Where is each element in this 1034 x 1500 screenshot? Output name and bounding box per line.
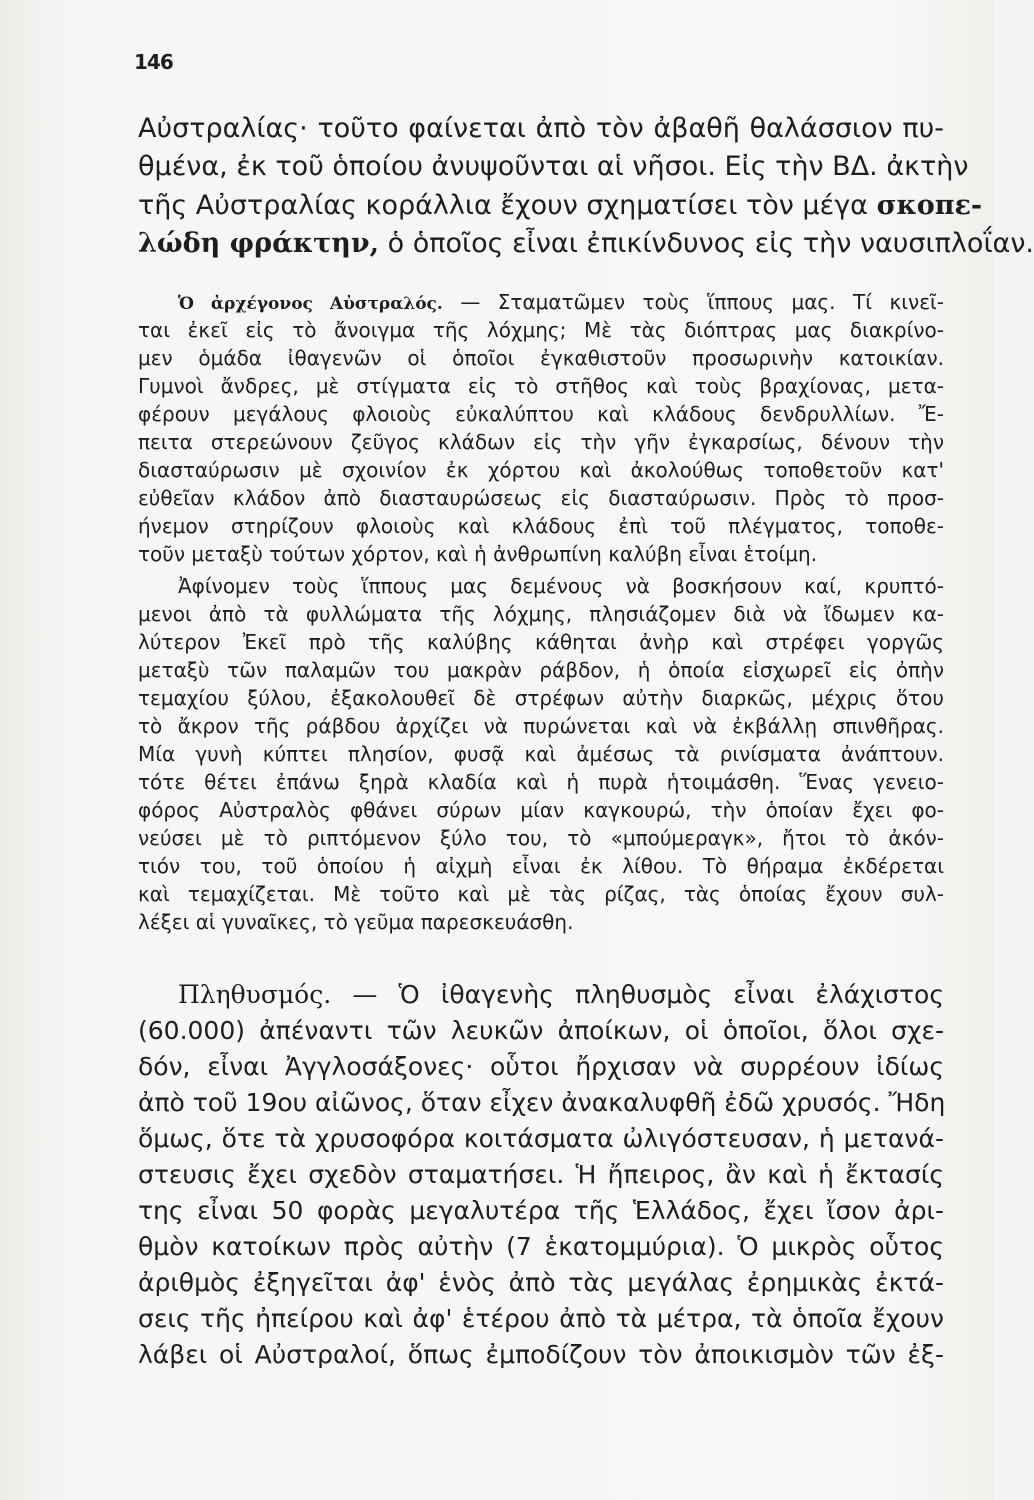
text-line: τότε θέτει ἐπάνω ξηρὰ κλαδία καὶ ἡ πυρὰ ἡτοιμάσθη. Ἕνας γενειο- xyxy=(138,770,944,794)
bold-term: σκοπε- xyxy=(876,190,983,221)
text-line: τὸ ἄκρον τῆς ράβδου ἀρχίζει νὰ πυρώνεται καὶ νὰ ἐκβάλλῃ σπινθῆρας. xyxy=(138,714,944,738)
text-line: λύτερον Ἐκεῖ πρὸ τῆς καλύβης κάθηται ἀνὴρ καὶ στρέφει γοργῶς xyxy=(138,630,944,654)
bold-term: λώδη φράκτην, xyxy=(138,228,380,259)
text-line: Γυμνοὶ ἄνδρες, μὲ στίγματα εἰς τὸ στῆθος καὶ τοὺς βραχίονας, μετα- xyxy=(138,374,944,398)
text-line: τεμαχίου ξύλου, ἐξακολουθεῖ δὲ στρέφων αὐτὴν διαρκῶς, μέχρις ὅτου xyxy=(138,686,944,710)
text-line: τιόν του, τοῦ ὁποίου ἡ αἰχμὴ εἶναι ἐκ λίθου. Τὸ θήραμα ἐκδέρεται xyxy=(138,854,944,878)
text-line: μεν ὁμάδα ἰθαγενῶν οἱ ὁποῖοι ἐγκαθιστοῦν προσωρινὴν κατοικίαν. xyxy=(138,346,944,370)
text-line: διασταύρωσιν μὲ σχοινίον ἐκ χόρτου καὶ ἀκολούθως τοποθετοῦν κατ' xyxy=(138,458,944,482)
text-line: θμὸν κατοίκων πρὸς αὐτὴν (7 ἑκατομμύρια). Ὁ μικρὸς οὗτος xyxy=(138,1232,944,1261)
text-line: ἀπὸ τοῦ 19ου αἰῶνος, ὅταν εἶχεν ἀνακαλυφθῆ ἐδῶ χρυσός. Ἤδη xyxy=(138,1088,946,1117)
text-line: μενοι ἀπὸ τὰ φυλλώματα τῆς λόχμης, πλησιάζομεν διὰ νὰ ἴδωμεν κα- xyxy=(138,602,944,626)
text-line xyxy=(138,190,983,221)
text-line: ται ἐκεῖ εἰς τὸ ἄνοιγμα τῆς λόχμης; Μὲ τὰς διόπτρας μας διακρίνο- xyxy=(138,318,944,342)
text-line: εὐθεῖαν κλάδον ἀπὸ διασταυρώσεως εἰς διασταύρωσιν. Πρὸς τὸ προσ- xyxy=(138,486,944,510)
text-line: μεταξὺ τῶν παλαμῶν του μακρὰν ράβδον, ἡ ὁποία εἰσχωρεῖ εἰς ὀπὴν xyxy=(138,658,944,682)
text-line: (60.000) ἀπέναντι τῶν λευκῶν ἀποίκων, οἱ ὁποῖοι, ὅλοι σχε- xyxy=(138,1016,944,1045)
text-line: Αὐστραλίας· τοῦτο φαίνεται ἀπὸ τὸν ἀβαθῆ θαλάσσιον πυ- xyxy=(138,113,944,144)
text-segment: ὁ ὁποῖος εἶναι ἐπικίνδυνος εἰς τὴν ναυσιπλοΐαν. xyxy=(387,228,1034,259)
text-line: φέρουν μεγάλους φλοιοὺς εὐκαλύπτου καὶ κλάδους δενδρυλλίων. Ἔ- xyxy=(138,402,944,426)
text-line: σεις τῆς ἠπείρου καὶ ἀφ' ἑτέρου ἀπὸ τὰ μέτρα, τὰ ὁποῖα ἔχουν xyxy=(138,1304,944,1333)
text-line: ἀριθμὸς ἐξηγεῖται ἀφ' ἑνὸς ἀπὸ τὰς μεγάλας ἐρημικὰς ἐκτά- xyxy=(138,1268,944,1297)
text-line: λάβει οἱ Αὐστραλοί, ὅπως ἐμποδίζουν τὸν ἀποικισμὸν τῶν ἐξ- xyxy=(138,1340,944,1369)
text-line: λέξει αἱ γυναῖκες, τὸ γεῦμα παρεσκευάσθη. xyxy=(138,910,574,934)
text-line: Ἀφίνομεν τοὺς ἵππους μας δεμένους νὰ βοσκήσουν καί, κρυπτό- xyxy=(178,574,944,598)
text-line: δόν, εἶναι Ἀγγλοσάξονες· οὗτοι ἤρχισαν νὰ συρρέουν ἰδίως xyxy=(138,1052,944,1081)
text-line: της εἶναι 50 φορὰς μεγαλυτέρα τῆς Ἑλλάδος, ἔχει ἴσον ἀρι- xyxy=(138,1196,944,1225)
text-line: τοῦν μεταξὺ τούτων χόρτον, καὶ ἡ ἀνθρωπίνη καλύβη εἶναι ἑτοίμη. xyxy=(138,542,818,566)
text-segment: — Σταματῶμεν τοὺς ἵππους μας. Τί κινεῖ- xyxy=(460,290,944,314)
text-line: στευσις ἔχει σχεδὸν σταματήσει. Ἡ ἤπειρος, ἂν καὶ ἡ ἔκτασίς xyxy=(138,1160,944,1189)
text-line xyxy=(138,228,1034,259)
text-line: πειτα στερεώνουν ζεῦγος κλάδων εἰς τὴν γῆν ἐγκαρσίως, δένουν τὴν xyxy=(138,430,944,454)
text-line xyxy=(138,290,944,314)
text-line: νεύσει μὲ τὸ ριπτόμενον ξύλο του, τὸ «μπούμεραγκ», ἤτοι τὸ ἀκόν- xyxy=(138,826,944,850)
text-line: καὶ τεμαχίζεται. Μὲ τοῦτο καὶ μὲ τὰς ρίζας, τὰς ὁποίας ἔχουν συλ- xyxy=(138,882,944,906)
text-line: ὅμως, ὅτε τὰ χρυσοφόρα κοιτάσματα ὠλιγόστευσαν, ἡ μετανά- xyxy=(138,1124,944,1153)
section-heading: Ὁ ἀρχέγονος Αὐστραλός. xyxy=(178,294,443,314)
text-segment: — Ὁ ἰθαγενὴς πληθυσμὸς εἶναι ἐλάχιστος xyxy=(352,980,945,1009)
text-segment: τῆς Αὐστραλίας κοράλλια ἔχουν σχηματίσει τὸν μέγα xyxy=(138,190,868,221)
text-line: φόρος Αὐστραλὸς φθάνει σύρων μίαν καγκουρώ, τὴν ὁποίαν ἔχει φο- xyxy=(138,798,944,822)
text-line: ήνεμον στηρίζουν φλοιοὺς καὶ κλάδους ἐπὶ τοῦ πλέγματος, τοποθε- xyxy=(138,514,944,538)
page-number: 146 xyxy=(134,50,173,74)
text-line: Μία γυνὴ κύπτει πλησίον, φυσᾷ καὶ ἀμέσως τὰ ρινίσματα ἀνάπτουν. xyxy=(138,742,944,766)
text-line xyxy=(138,980,944,1009)
text-line: θμένα, ἐκ τοῦ ὁποίου ἀνυψοῦνται αἱ νῆσοι. Εἰς τὴν ΒΔ. ἀκτὴν xyxy=(138,151,969,182)
section-heading: Πληθυσμός. xyxy=(178,980,332,1009)
